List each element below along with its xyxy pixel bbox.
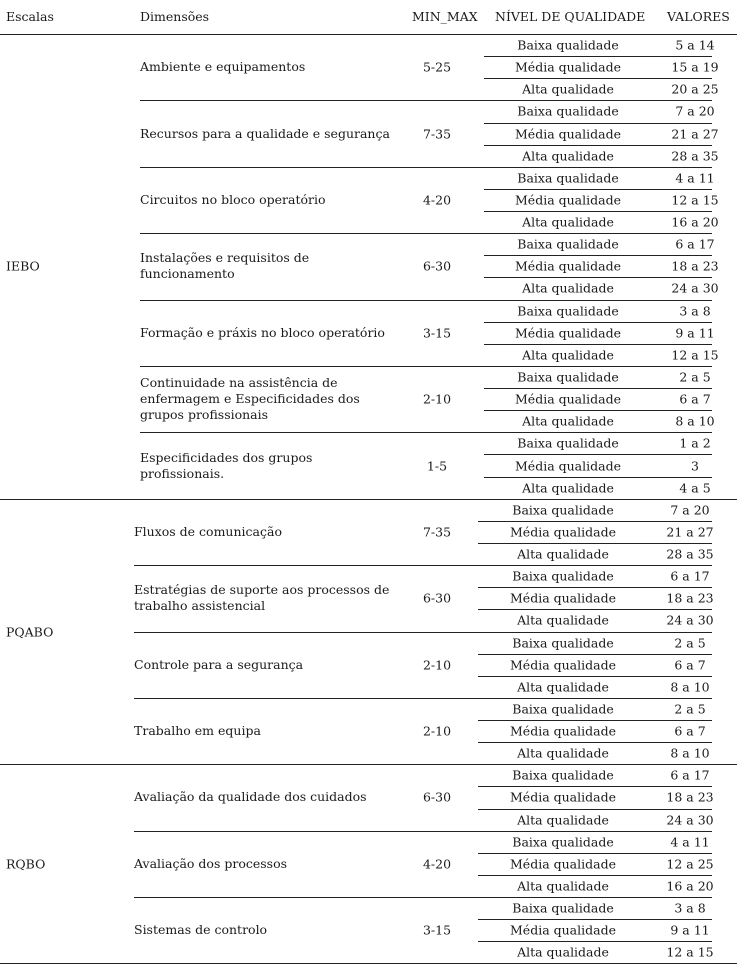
min-max-range: 1-5 (426, 458, 448, 474)
quality-level: Alta qualidade (522, 480, 614, 496)
quality-value: 18 a 23 (671, 258, 719, 274)
dimension-rule (134, 565, 712, 566)
quality-value: 12 a 15 (671, 347, 719, 363)
level-rule (478, 676, 712, 677)
level-rule (484, 189, 712, 190)
min-max-range: 6-30 (422, 590, 452, 606)
dimension-rule (134, 831, 712, 832)
quality-value: 20 a 25 (671, 81, 719, 97)
header-min-max: MIN_MAX (412, 9, 478, 24)
scale-name: RQBO (6, 856, 46, 872)
level-rule (478, 654, 712, 655)
dimension-name: Formação e práxis no bloco operatório (140, 324, 385, 340)
dimension-rule (140, 100, 712, 101)
level-rule (478, 521, 712, 522)
dimension-name: Avaliação dos processos (134, 855, 288, 871)
min-max-range: 7-35 (422, 126, 452, 142)
level-rule (484, 78, 712, 79)
quality-level: Baixa qualidade (517, 369, 619, 385)
dimension-name: Trabalho em equipa (134, 723, 261, 739)
level-rule (484, 477, 712, 478)
quality-value: 21 a 27 (671, 126, 719, 142)
quality-level: Alta qualidade (522, 214, 614, 230)
min-max-range: 6-30 (422, 258, 452, 274)
quality-level: Alta qualidade (522, 148, 614, 164)
level-rule (484, 388, 712, 389)
min-max-range: 4-20 (422, 856, 452, 872)
quality-value: 15 a 19 (671, 59, 719, 75)
dimension-rule (134, 897, 712, 898)
quality-level: Alta qualidade (517, 944, 609, 960)
dimension-name: Instalações e requisitos de funcionamento (140, 250, 310, 282)
level-rule (478, 809, 712, 810)
quality-value: 24 a 30 (671, 280, 719, 296)
quality-value: 5 a 14 (675, 37, 715, 53)
quality-value: 24 a 30 (666, 812, 714, 828)
level-rule (484, 211, 712, 212)
level-rule (484, 255, 712, 256)
scale-rule (0, 499, 737, 500)
dimension-rule (140, 366, 712, 367)
dimension-name: Sistemas de controlo (134, 922, 268, 938)
min-max-range: 5-25 (422, 59, 452, 75)
quality-value: 18 a 23 (666, 590, 714, 606)
quality-value: 4 a 11 (675, 170, 715, 186)
quality-level: Alta qualidade (517, 679, 609, 695)
dimension-rule (140, 167, 712, 168)
min-max-range: 7-35 (422, 524, 452, 540)
dimension-rule (140, 432, 712, 433)
quality-value: 8 a 10 (670, 745, 710, 761)
level-rule (478, 786, 712, 787)
quality-value: 2 a 5 (674, 701, 706, 717)
quality-level: Baixa qualidade (517, 103, 619, 119)
quality-value: 4 a 11 (670, 834, 710, 850)
quality-value: 3 a 8 (679, 303, 711, 319)
quality-value: 18 a 23 (666, 789, 714, 805)
min-max-range: 4-20 (422, 192, 452, 208)
level-rule (478, 941, 712, 942)
quality-level: Média qualidade (510, 524, 616, 540)
dimension-rule (134, 632, 712, 633)
min-max-range: 2-10 (422, 723, 452, 739)
quality-level: Baixa qualidade (517, 435, 619, 451)
header-escalas: Escalas (6, 9, 54, 24)
quality-value: 8 a 10 (670, 679, 710, 695)
level-rule (484, 56, 712, 57)
level-rule (484, 277, 712, 278)
level-rule (478, 742, 712, 743)
dimension-rule (140, 233, 712, 234)
quality-value: 7 a 20 (670, 502, 710, 518)
quality-level: Baixa qualidade (512, 568, 614, 584)
header-dimensoes: Dimensões (140, 9, 210, 24)
quality-level: Média qualidade (510, 590, 616, 606)
dimension-name: Recursos para a qualidade e segurança (140, 125, 390, 141)
quality-value: 2 a 5 (674, 635, 706, 651)
quality-value: 2 a 5 (679, 369, 711, 385)
dimension-name: Continuidade na assistência de enfermagem e Especificidades dos grupos profissionais (140, 375, 360, 423)
min-max-range: 6-30 (422, 789, 452, 805)
level-rule (478, 919, 712, 920)
scale-name: IEBO (6, 258, 40, 274)
dimension-name: Fluxos de comunicação (134, 523, 282, 539)
min-max-range: 2-10 (422, 657, 452, 673)
quality-level: Média qualidade (515, 59, 621, 75)
quality-level: Baixa qualidade (512, 502, 614, 518)
quality-value: 28 a 35 (666, 546, 714, 562)
quality-level: Alta qualidade (522, 347, 614, 363)
dimension-name: Controle para a segurança (134, 656, 304, 672)
quality-level: Média qualidade (510, 922, 616, 938)
quality-level: Baixa qualidade (517, 303, 619, 319)
quality-level: Alta qualidade (517, 612, 609, 628)
quality-value: 6 a 7 (674, 723, 706, 739)
level-rule (484, 344, 712, 345)
scale-rule (0, 764, 737, 765)
quality-level: Baixa qualidade (512, 701, 614, 717)
quality-level: Média qualidade (515, 325, 621, 341)
level-rule (478, 609, 712, 610)
level-rule (484, 145, 712, 146)
quality-level: Média qualidade (515, 258, 621, 274)
quality-value: 6 a 7 (674, 657, 706, 673)
quality-value: 16 a 20 (666, 878, 714, 894)
quality-level: Baixa qualidade (512, 900, 614, 916)
header-rule (0, 34, 737, 35)
quality-value: 6 a 17 (675, 236, 715, 252)
quality-level: Baixa qualidade (517, 170, 619, 186)
dimension-name: Avaliação da qualidade dos cuidados (134, 789, 367, 805)
quality-value: 4 a 5 (679, 480, 711, 496)
quality-level: Alta qualidade (517, 878, 609, 894)
quality-level: Alta qualidade (517, 745, 609, 761)
quality-level: Baixa qualidade (517, 236, 619, 252)
quality-level: Alta qualidade (517, 546, 609, 562)
quality-value: 28 a 35 (671, 148, 719, 164)
quality-level: Média qualidade (515, 391, 621, 407)
quality-value: 16 a 20 (671, 214, 719, 230)
quality-value: 6 a 17 (670, 767, 710, 783)
min-max-range: 3-15 (422, 325, 452, 341)
level-rule (484, 322, 712, 323)
dimension-name: Especificidades dos grupos profissionais. (140, 449, 313, 481)
quality-level: Média qualidade (515, 192, 621, 208)
level-rule (478, 587, 712, 588)
quality-level: Alta qualidade (522, 280, 614, 296)
level-rule (484, 410, 712, 411)
quality-value: 6 a 7 (679, 391, 711, 407)
level-rule (478, 875, 712, 876)
header-valores: VALORES (667, 9, 730, 24)
quality-value: 3 (691, 458, 699, 474)
dimension-rule (140, 300, 712, 301)
dimension-rule (134, 698, 712, 699)
level-rule (478, 543, 712, 544)
quality-level: Média qualidade (510, 723, 616, 739)
quality-level: Alta qualidade (522, 81, 614, 97)
quality-value: 3 a 8 (674, 900, 706, 916)
quality-value: 24 a 30 (666, 612, 714, 628)
quality-level: Média qualidade (515, 126, 621, 142)
quality-level: Média qualidade (515, 458, 621, 474)
quality-level: Baixa qualidade (512, 767, 614, 783)
quality-value: 7 a 20 (675, 103, 715, 119)
level-rule (478, 853, 712, 854)
min-max-range: 2-10 (422, 391, 452, 407)
header-nivel-qualidade: NÍVEL DE QUALIDADE (495, 9, 646, 24)
scale-name: PQABO (6, 624, 54, 639)
quality-value: 8 a 10 (675, 413, 715, 429)
quality-level: Baixa qualidade (512, 635, 614, 651)
quality-level: Alta qualidade (522, 413, 614, 429)
quality-value: 12 a 15 (666, 944, 714, 960)
quality-level: Baixa qualidade (517, 37, 619, 53)
level-rule (484, 123, 712, 124)
quality-value: 9 a 11 (670, 922, 710, 938)
min-max-range: 3-15 (422, 922, 452, 938)
quality-value: 21 a 27 (666, 524, 714, 540)
quality-level: Média qualidade (510, 789, 616, 805)
quality-value: 12 a 25 (666, 856, 714, 872)
dimension-name: Estratégias de suporte aos processos de trabalho assistencial (134, 582, 390, 614)
dimension-name: Circuitos no bloco operatório (140, 191, 326, 207)
quality-value: 12 a 15 (671, 192, 719, 208)
level-rule (478, 720, 712, 721)
dimension-name: Ambiente e equipamentos (140, 59, 306, 75)
quality-level: Alta qualidade (517, 812, 609, 828)
level-rule (484, 454, 712, 455)
quality-level: Média qualidade (510, 856, 616, 872)
quality-level: Média qualidade (510, 657, 616, 673)
quality-value: 9 a 11 (675, 325, 715, 341)
quality-value: 1 a 2 (679, 435, 711, 451)
quality-level: Baixa qualidade (512, 834, 614, 850)
quality-value: 6 a 17 (670, 568, 710, 584)
